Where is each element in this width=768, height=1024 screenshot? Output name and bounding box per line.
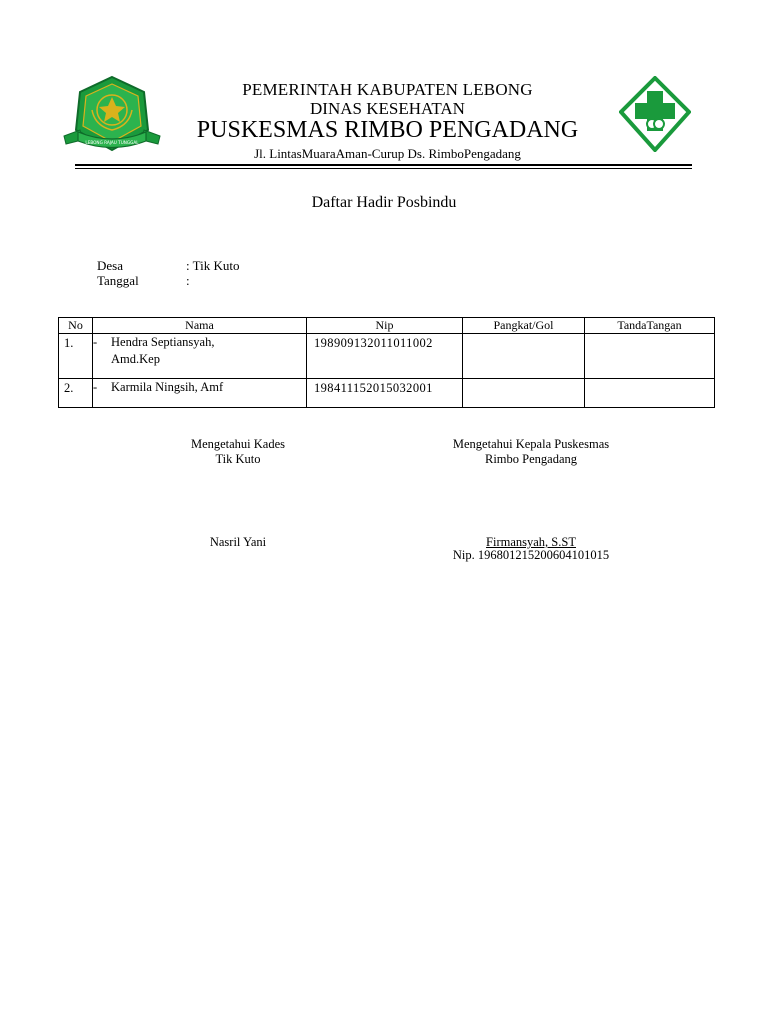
right-signatory-name: Firmansyah, S.ST [486,535,576,549]
row-signature-box[interactable] [585,334,715,379]
row-dash: - [93,335,98,349]
puskesmas-cross-logo-icon [619,76,691,152]
lebong-regency-emblem-icon [62,74,162,154]
desa-value: : Tik Kuto [186,258,240,273]
table-header-row [59,318,715,334]
row-pangkat [463,334,585,379]
row-name-cell [93,379,307,408]
header-divider-thin [75,168,692,169]
left-signature-title: Mengetahui Kades [190,437,286,451]
header-puskesmas-name: PUSKESMAS RIMBO PENGADANG [196,117,579,143]
table-row [59,379,715,408]
row-pangkat [463,379,585,408]
header-nama: Nama [93,318,307,334]
row-name: Hendra Septiansyah, [111,335,215,349]
tanggal-value: : [186,273,190,288]
desa-label: Desa [97,258,123,273]
emblem-banner-text: LEBONG RAJAU TUNGGAL [85,140,139,145]
row-number: 1. [64,336,74,350]
left-signatory-name: Nasril Yani [209,535,267,549]
header-pangkat: Pangkat/Gol [463,318,585,334]
document-title: Daftar Hadir Posbindu [311,194,457,211]
left-signature-place: Tik Kuto [215,452,261,466]
header-no: No [59,318,93,334]
row-number: 2. [64,381,74,395]
row-signature-box[interactable] [585,379,715,408]
right-signature-title: Mengetahui Kepala Puskesmas [452,437,610,451]
header-tanda-tangan: TandaTangan [585,318,715,334]
row-nip: 198909132011011002 [314,336,433,350]
row-name-continuation: Amd.Kep [111,352,160,366]
row-nip: 198411152015032001 [314,381,433,395]
row-name: Karmila Ningsih, Amf [111,380,224,394]
row-dash: - [93,380,98,394]
table-row [59,334,715,379]
row-name-cell [93,334,307,379]
header-nip: Nip [307,318,463,334]
header-divider-thick [75,164,692,166]
right-signatory-nip: Nip. 196801215200604101015 [452,548,610,562]
header-address: Jl. LintasMuaraAman-Curup Ds. RimboPengadang [254,146,521,161]
tanggal-label: Tanggal [97,273,139,288]
header-government-line: PEMERINTAH KABUPATEN LEBONG [242,80,533,99]
right-signature-place: Rimbo Pengadang [484,452,577,466]
header-department-line: DINAS KESEHATAN [310,99,465,118]
attendance-table [58,317,715,408]
